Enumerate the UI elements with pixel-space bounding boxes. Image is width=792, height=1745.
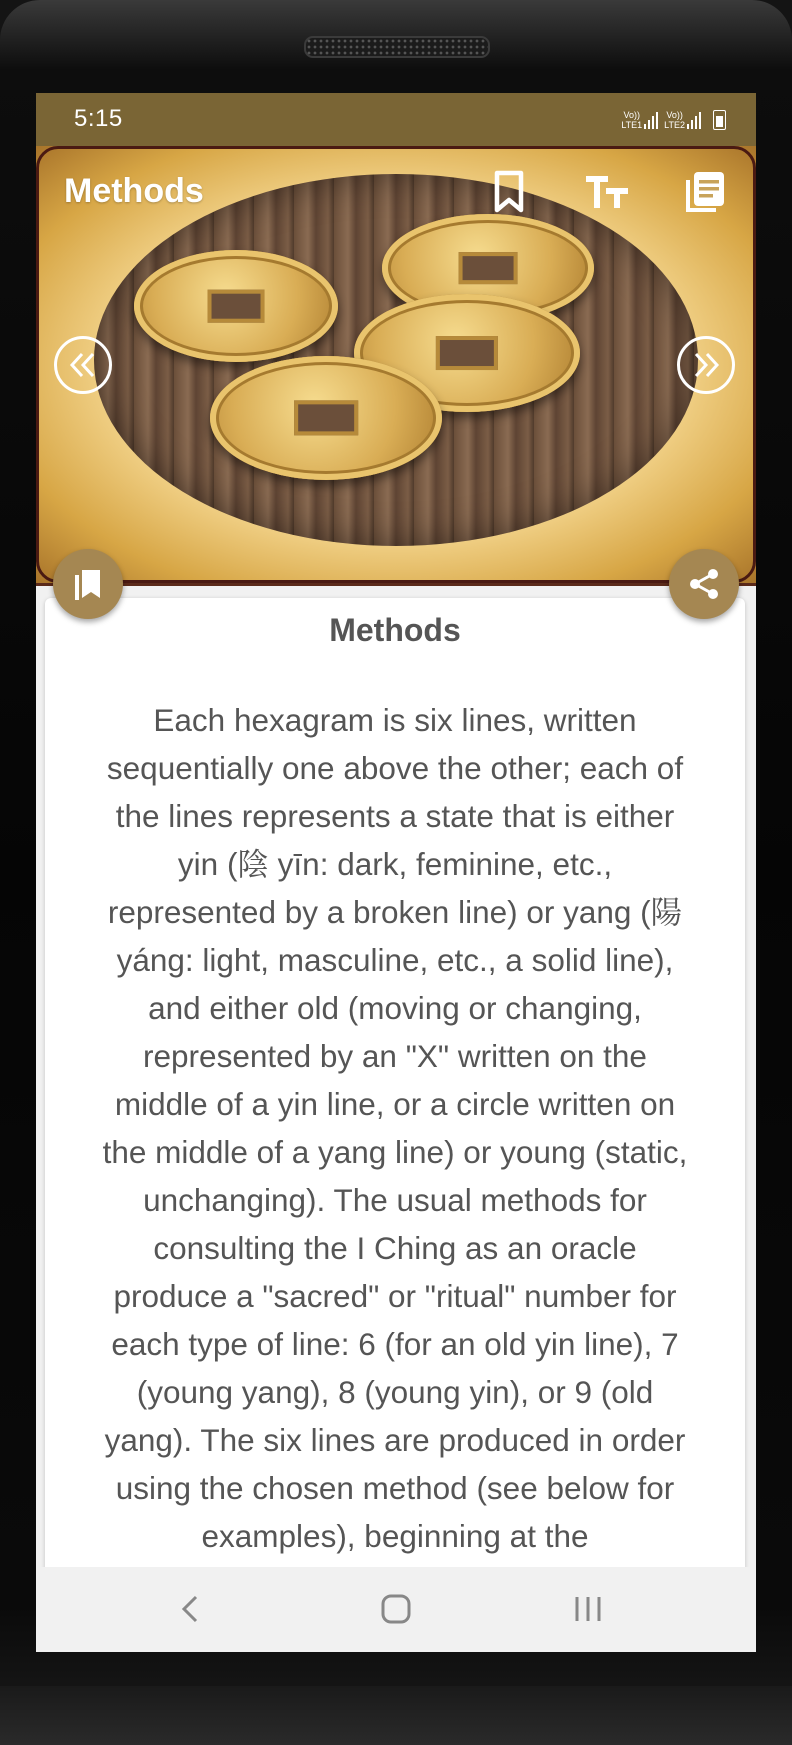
next-button[interactable]	[677, 336, 735, 394]
text-size-icon[interactable]	[582, 166, 632, 216]
sim1-signal	[621, 110, 658, 130]
recents-icon[interactable]	[568, 1591, 608, 1627]
speaker-grille	[304, 36, 490, 58]
content-card	[45, 598, 745, 1652]
sim1-lte-label: LTE1	[621, 120, 643, 130]
hero-banner	[36, 146, 756, 586]
clipboard-icon[interactable]	[680, 166, 730, 216]
bookmark-icon[interactable]	[484, 166, 534, 216]
bookmarks-list-button[interactable]	[53, 549, 123, 619]
previous-button[interactable]	[54, 336, 112, 394]
signal-bars-icon	[687, 111, 701, 129]
share-button[interactable]	[669, 549, 739, 619]
battery-charging-icon	[713, 110, 726, 130]
screen	[36, 93, 756, 1652]
sim2-volte-label: Vo))	[666, 110, 683, 120]
system-nav-bar	[36, 1567, 756, 1652]
sim1-volte-label: Vo))	[623, 110, 640, 120]
share-icon	[686, 566, 722, 602]
back-icon[interactable]	[170, 1591, 210, 1627]
sim2-lte-label: LTE2	[664, 120, 685, 130]
signal-bars-icon	[644, 111, 658, 129]
content-title: Methods	[329, 612, 461, 648]
header-title: Methods	[64, 172, 204, 210]
double-chevron-right-icon	[689, 348, 723, 382]
status-bar	[36, 93, 756, 146]
bookmarks-icon	[70, 566, 106, 602]
sim2-signal	[664, 110, 701, 130]
content-body: Each hexagram is six lines, written sequentially one above the other; each of the lines represents a state that is either yin (陰 yīn: dark, feminine, etc., represented by a broken line) or yang (陽 yáng: light, masculine, etc., a solid line), and either old (moving or changing, represented by an "X" written on the middle of a yin line, or a circle written on the middle of a yang line) or young (static, unchanging). The usual methods for consulting the I Ching as an oracle produce a "sacred" or "ritual" number for each type of line: 6 (for an old yin line), 7 (young yang), 8 (young yin), or 9 (old yang). The six lines are produced in order using the chosen method (see below for examples), beginning at the	[102, 702, 688, 1554]
status-icons	[621, 103, 726, 137]
status-time: 5:15	[74, 105, 123, 132]
home-icon[interactable]	[376, 1591, 416, 1627]
phone-bottom-bezel	[0, 1686, 792, 1745]
double-chevron-left-icon	[66, 348, 100, 382]
